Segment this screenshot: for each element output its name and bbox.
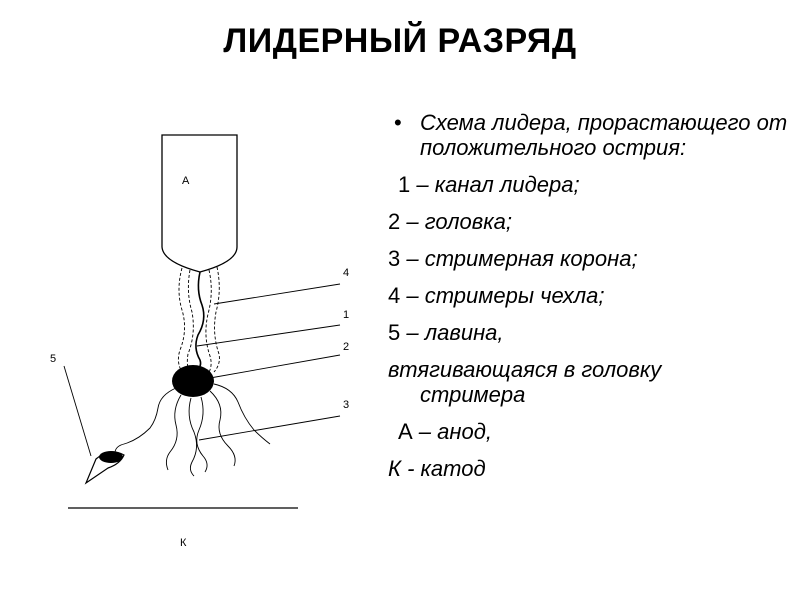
avalanche-head bbox=[99, 451, 123, 463]
legend-text: – стримеры чехла; bbox=[400, 283, 605, 308]
legend-intro: • Схема лидера, прорастающего от положительного острия: bbox=[388, 110, 793, 160]
callout-2: 2 bbox=[343, 341, 350, 353]
legend-num: 5 bbox=[388, 320, 401, 345]
legend-anode-text: – анод, bbox=[412, 419, 492, 444]
legend-num: 4 bbox=[388, 283, 401, 308]
legend-text: – лавина, bbox=[400, 320, 504, 345]
streamer-corona bbox=[115, 384, 270, 476]
legend-item-2 bbox=[388, 209, 793, 234]
callout-3: 3 bbox=[343, 399, 350, 411]
legend-item-3 bbox=[388, 246, 793, 271]
leader-head bbox=[172, 365, 214, 397]
callout-1: 1 bbox=[343, 309, 350, 321]
legend-text: – стримерная корона; bbox=[400, 246, 638, 271]
legend-anode-letter: А bbox=[398, 419, 413, 444]
legend-continuation-2: стримера bbox=[420, 382, 526, 407]
legend-num: 2 bbox=[388, 209, 401, 234]
legend-item-1 bbox=[388, 172, 793, 197]
legend-item-4 bbox=[388, 283, 793, 308]
legend-text: – канал лидера; bbox=[410, 172, 580, 197]
legend-anode bbox=[388, 419, 793, 444]
anode-electrode bbox=[162, 135, 237, 272]
legend-item-5 bbox=[388, 320, 793, 345]
legend-num: 3 bbox=[388, 246, 401, 271]
slide-title: ЛИДЕРНЫЙ РАЗРЯД bbox=[223, 22, 577, 60]
legend-cathode: К - катод bbox=[388, 456, 486, 481]
leader-discharge-diagram bbox=[0, 0, 380, 600]
legend-continuation-1: втягивающаяся в головку bbox=[388, 357, 662, 382]
legend-text: – головка; bbox=[400, 209, 512, 234]
callout-4: 4 bbox=[343, 267, 350, 279]
callout-5: 5 bbox=[50, 353, 57, 365]
leader-channel bbox=[196, 272, 204, 370]
cathode-label: К bbox=[180, 537, 187, 549]
anode-label: А bbox=[182, 175, 190, 187]
legend-num: 1 bbox=[398, 172, 411, 197]
legend bbox=[388, 110, 793, 481]
